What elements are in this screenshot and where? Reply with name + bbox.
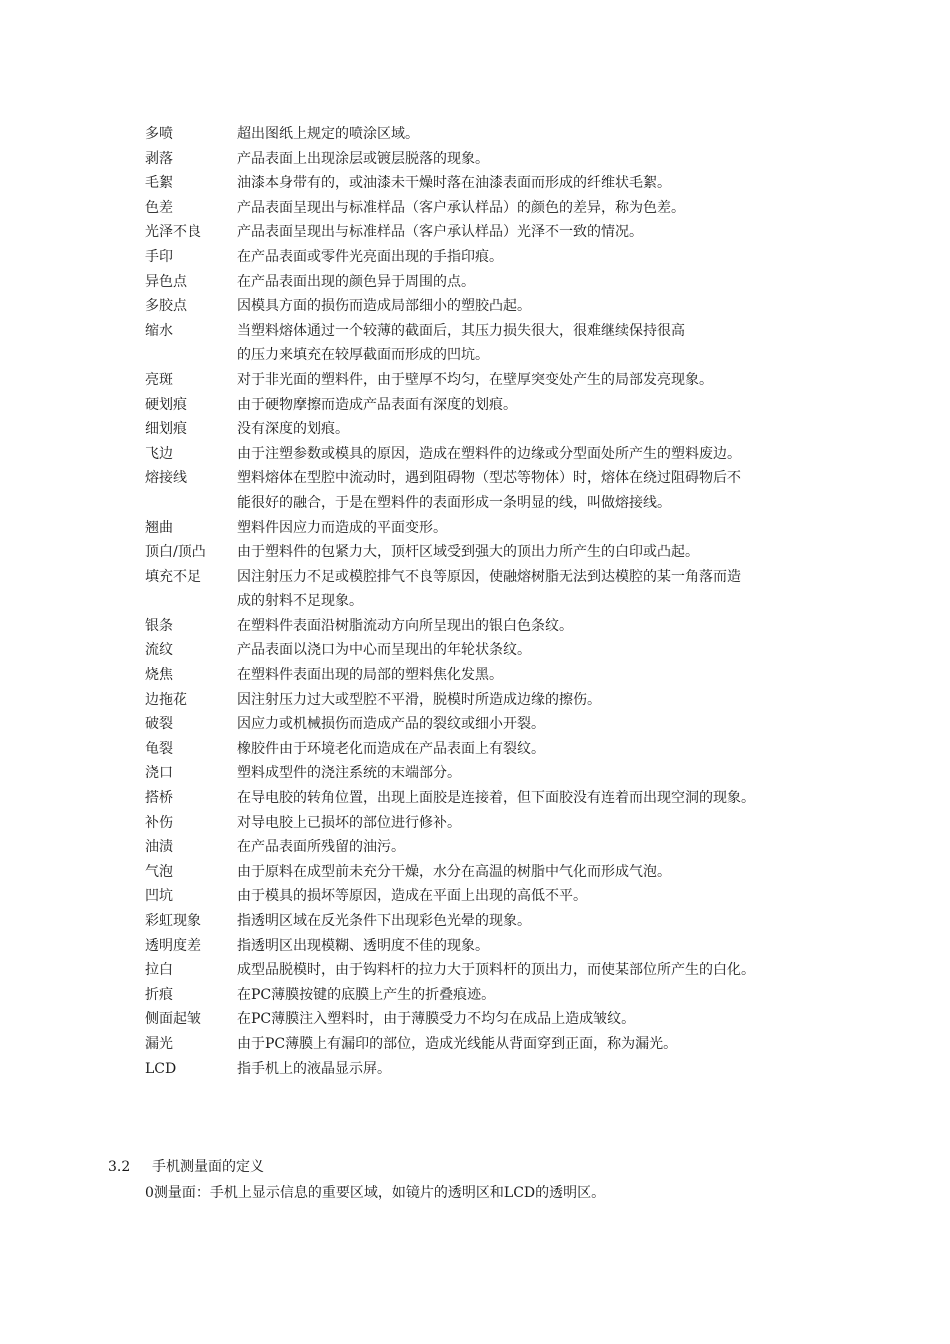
- term-definition: 指手机上的液晶显示屏。: [237, 1060, 391, 1077]
- term-row: [145, 220, 865, 245]
- term-label: 硬划痕: [145, 396, 187, 413]
- term-row: [145, 466, 865, 515]
- term-label: 透明度差: [145, 937, 201, 954]
- term-definition: 因注射压力过大或型腔不平滑，脱模时所造成边缘的擦伤。: [237, 691, 601, 708]
- section-title: 手机测量面的定义: [152, 1159, 264, 1175]
- term-label: 手印: [145, 248, 173, 265]
- term-label: 折痕: [145, 986, 173, 1003]
- term-label: 气泡: [145, 863, 173, 880]
- term-row: [145, 663, 865, 688]
- term-row: [145, 270, 865, 295]
- term-row: [145, 540, 865, 565]
- term-label: 翘曲: [145, 519, 173, 536]
- term-definition: 在PC薄膜注入塑料时，由于薄膜受力不均匀在成品上造成皱纹。: [237, 1011, 636, 1028]
- term-label: 彩虹现象: [145, 913, 201, 929]
- term-row: [145, 1057, 865, 1082]
- term-label: 搭桥: [145, 790, 173, 807]
- term-definition: 对于非光面的塑料件，由于壁厚不均匀，在壁厚突变处产生的局部发亮现象。: [237, 371, 713, 388]
- term-definition: 由于PC薄膜上有漏印的部位，造成光线能从背面穿到正面，称为漏光。: [237, 1035, 678, 1052]
- term-label: 流纹: [145, 642, 173, 659]
- term-row: [145, 811, 865, 836]
- term-definition: 成型品脱模时，由于钩料杆的拉力大于顶料杆的顶出力，而使某部位所产生的白化。: [237, 962, 755, 979]
- term-label: 边拖花: [145, 691, 187, 708]
- term-label: 破裂: [145, 716, 173, 733]
- term-label: 多胶点: [145, 298, 187, 315]
- term-label: 漏光: [145, 1035, 173, 1052]
- term-label: 异色点: [145, 273, 187, 290]
- term-row: [145, 761, 865, 786]
- term-definition: 在产品表面所残留的油污。: [237, 839, 405, 856]
- term-row: [145, 245, 865, 270]
- term-label: 银条: [145, 617, 173, 634]
- term-definition: 由于注塑参数或模具的原因，造成在塑料件的边缘或分型面处所产生的塑料废边。: [237, 445, 741, 462]
- term-label: 油渍: [145, 839, 173, 856]
- term-row: [145, 196, 865, 221]
- term-definition: 超出图纸上规定的喷涂区域。: [237, 126, 419, 142]
- term-definition: 因模具方面的损伤而造成局部细小的塑胶凸起。: [237, 298, 531, 315]
- term-row: [145, 442, 865, 467]
- term-row: [145, 171, 865, 196]
- term-label: 顶白/顶凸: [145, 544, 206, 561]
- term-definition: 因应力或机械损伤而造成产品的裂纹或细小开裂。: [237, 716, 545, 733]
- term-definition: 塑料成型件的浇注系统的末端部分。: [237, 765, 461, 782]
- term-label: 拉白: [145, 962, 173, 979]
- term-definition: 指透明区出现模糊、透明度不佳的现象。: [237, 937, 489, 954]
- term-label: 凹坑: [145, 888, 173, 905]
- term-definition: 橡胶件由于环境老化而造成在产品表面上有裂纹。: [237, 740, 545, 757]
- term-definition: 没有深度的划痕。: [237, 421, 349, 438]
- term-definition: 在产品表面出现的颜色异于周围的点。: [237, 273, 475, 290]
- term-row: [145, 638, 865, 663]
- term-definition: 在产品表面或零件光亮面出现的手指印痕。: [237, 248, 503, 265]
- term-definition: 塑料熔体在型腔中流动时，遇到阻碍物（型芯等物体）时，熔体在绕过阻碍物后不 能很好的融合，于是在塑料件的表面形成一条明显的线，叫做熔接线。: [237, 470, 741, 511]
- term-definition: 在塑料件表面沿树脂流动方向所呈现出的银白色条纹。: [237, 617, 573, 634]
- term-row: [145, 516, 865, 541]
- term-row: [145, 122, 865, 147]
- term-row: [145, 712, 865, 737]
- term-definition: 由于模具的损坏等原因，造成在平面上出现的高低不平。: [237, 888, 587, 905]
- term-definition: 产品表面呈现出与标准样品（客户承认样品）的颜色的差异，称为色差。: [237, 199, 685, 216]
- section-body: 0测量面：手机上显示信息的重要区域，如镜片的透明区和LCD的透明区。: [145, 1185, 606, 1201]
- term-row: [145, 614, 865, 639]
- term-row: [145, 786, 865, 811]
- term-row: [145, 417, 865, 442]
- term-label: 缩水: [145, 322, 173, 339]
- term-definition-list: [145, 122, 865, 1081]
- term-row: [145, 565, 865, 614]
- term-definition: 产品表面呈现出与标准样品（客户承认样品）光泽不一致的情况。: [237, 224, 643, 241]
- term-label: 毛絮: [145, 175, 173, 192]
- term-definition: 由于塑料件的包紧力大，顶杆区域受到强大的顶出力所产生的白印或凸起。: [237, 544, 699, 561]
- term-definition: 因注射压力不足或模腔排气不良等原因，使融熔树脂无法到达模腔的某一角落而造 成的射料不足现象。: [237, 568, 741, 610]
- term-row: [145, 934, 865, 959]
- term-row: [145, 319, 865, 368]
- section-number: 3.2: [108, 1159, 131, 1175]
- term-label: LCD: [145, 1060, 177, 1077]
- section-heading: [108, 1157, 264, 1177]
- term-label: 侧面起皱: [145, 1011, 201, 1028]
- term-row: [145, 294, 865, 319]
- term-row: [145, 835, 865, 860]
- term-label: 飞边: [145, 445, 173, 462]
- term-label: 光泽不良: [145, 224, 201, 241]
- term-label: 亮斑: [145, 371, 173, 388]
- term-definition: 由于硬物摩擦而造成产品表面有深度的划痕。: [237, 396, 517, 413]
- term-label: 剥落: [145, 150, 173, 167]
- term-definition: 由于原料在成型前未充分干燥，水分在高温的树脂中气化而形成气泡。: [237, 863, 671, 880]
- term-label: 浇口: [145, 765, 173, 782]
- term-label: 细划痕: [145, 421, 187, 438]
- term-label: 多喷: [145, 126, 173, 142]
- term-definition: 塑料件因应力而造成的平面变形。: [237, 519, 447, 536]
- term-definition: 油漆本身带有的，或油漆未干燥时落在油漆表面而形成的纤维状毛絮。: [237, 175, 671, 192]
- term-definition: 对导电胶上已损坏的部位进行修补。: [237, 814, 461, 831]
- term-row: [145, 688, 865, 713]
- term-row: [145, 737, 865, 762]
- term-label: 龟裂: [145, 740, 173, 757]
- term-row: [145, 1007, 865, 1032]
- term-row: [145, 860, 865, 885]
- term-definition: 当塑料熔体通过一个较薄的截面后，其压力损失很大，很难继续保持很高 的压力来填充在较厚截面而形成的凹坑。: [237, 322, 685, 364]
- term-label: 填充不足: [145, 568, 201, 585]
- term-row: [145, 368, 865, 393]
- term-row: [145, 147, 865, 172]
- term-row: [145, 393, 865, 418]
- term-row: [145, 958, 865, 983]
- term-label: 色差: [145, 199, 173, 216]
- term-definition: 在导电胶的转角位置，出现上面胶是连接着，但下面胶没有连着而出现空洞的现象。: [237, 790, 755, 807]
- term-definition: 在塑料件表面出现的局部的塑料焦化发黑。: [237, 667, 503, 684]
- term-row: [145, 983, 865, 1008]
- term-row: [145, 884, 865, 909]
- term-row: [145, 1032, 865, 1057]
- term-definition: 在PC薄膜按键的底膜上产生的折叠痕迹。: [237, 986, 496, 1003]
- term-label: 烧焦: [145, 667, 173, 684]
- term-definition: 指透明区域在反光条件下出现彩色光晕的现象。: [237, 913, 531, 929]
- term-definition: 产品表面上出现涂层或镀层脱落的现象。: [237, 150, 489, 167]
- term-definition: 产品表面以浇口为中心而呈现出的年轮状条纹。: [237, 642, 531, 659]
- term-label: 熔接线: [145, 470, 187, 487]
- term-row: [145, 909, 865, 934]
- term-label: 补伤: [145, 814, 173, 831]
